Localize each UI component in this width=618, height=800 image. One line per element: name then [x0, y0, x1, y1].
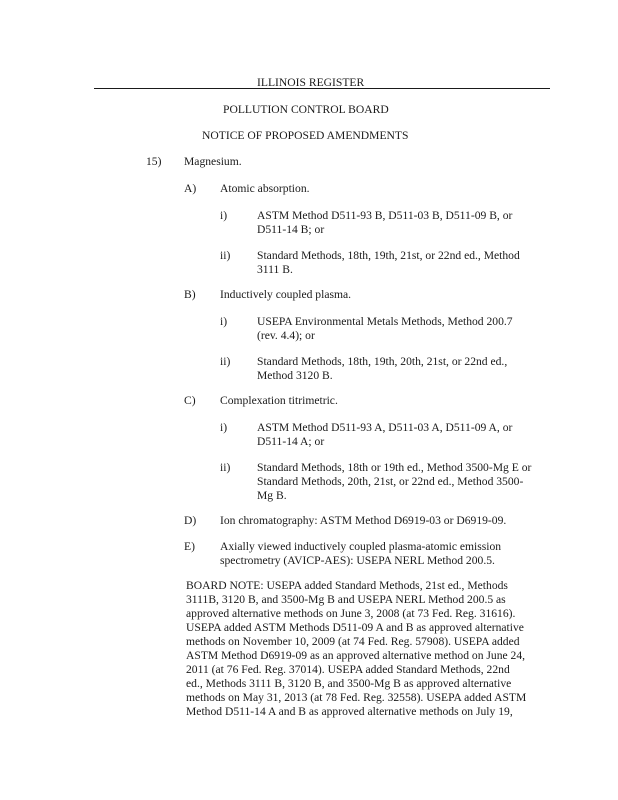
board-note-line: 2011 (at 76 Fed. Reg. 37014). USEPA added Standard Methods, 22nd: [186, 663, 510, 676]
section-c-i-num: i): [220, 421, 228, 434]
section-e-line1: Axially viewed inductively coupled plasma-atomic emission: [220, 540, 502, 553]
section-b-title: Inductively coupled plasma.: [220, 288, 352, 301]
section-d-line1: Ion chromatography: ASTM Method D6919-03 or D6919-09.: [220, 514, 507, 527]
section-d-letter: D): [184, 514, 197, 527]
section-c-i-line1: ASTM Method D511-93 A, D511-03 A, D511-09 A, or: [257, 421, 513, 434]
agency-title: POLLUTION CONTROL BOARD: [223, 103, 389, 116]
section-c-ii-line3: Mg B.: [257, 489, 287, 502]
section-b-i-num: i): [220, 315, 228, 328]
notice-title: NOTICE OF PROPOSED AMENDMENTS: [202, 129, 409, 142]
section-a-letter: A): [184, 182, 197, 195]
section-a-title: Atomic absorption.: [220, 182, 310, 195]
section-a-ii-line1: Standard Methods, 18th, 19th, 21st, or 22nd ed., Method: [257, 249, 520, 262]
section-a-ii-num: ii): [220, 249, 231, 262]
section-a-ii-line2: 3111 B.: [257, 263, 293, 276]
section-c-ii-num: ii): [220, 461, 231, 474]
board-note-line: methods on May 31, 2013 (at 78 Fed. Reg. 32558). USEPA added ASTM: [186, 691, 527, 704]
board-note-line: 3111B, 3120 B, and 3500-Mg B and USEPA NERL Method 200.5 as: [186, 593, 506, 606]
board-note-line: BOARD NOTE: USEPA added Standard Methods, 21st ed., Methods: [186, 579, 508, 592]
section-e-line2: spectrometry (AVICP-AES): USEPA NERL Method 200.5.: [220, 554, 495, 567]
board-note-line: methods on November 10, 2009 (at 74 Fed. Reg. 57908). USEPA added: [186, 635, 520, 648]
item-label: Magnesium.: [184, 155, 242, 168]
section-a-i-line2: D511-14 B; or: [257, 223, 325, 236]
board-note-line: approved alternative methods on June 3, 2008 (at 73 Fed. Reg. 31616).: [186, 607, 516, 620]
section-b-ii-line2: Method 3120 B.: [257, 369, 333, 382]
board-note-line: Method D511-14 A and B as approved alternative methods on July 19,: [186, 705, 513, 718]
section-c-title: Complexation titrimetric.: [220, 394, 338, 407]
section-c-i-line2: D511-14 A; or: [257, 435, 325, 448]
section-b-letter: B): [184, 288, 196, 301]
section-c-ii-line1: Standard Methods, 18th or 19th ed., Method 3500-Mg E or: [257, 461, 532, 474]
section-b-i-line2: (rev. 4.4); or: [257, 329, 315, 342]
board-note-line: ASTM Method D6919-09 as an approved alternative method on June 24,: [186, 649, 526, 662]
header-rule-left: [94, 88, 110, 89]
board-note-line: ed., Methods 3111 B, 3120 B, and 3500-Mg B as approved alternative: [186, 677, 512, 690]
section-b-i-line1: USEPA Environmental Metals Methods, Method 200.7: [257, 315, 513, 328]
register-title: ILLINOIS REGISTER: [257, 76, 365, 89]
section-c-letter: C): [184, 394, 196, 407]
section-c-ii-line2: Standard Methods, 20th, 21st, or 22nd ed., Method 3500-: [257, 475, 524, 488]
section-a-i-line1: ASTM Method D511-93 B, D511-03 B, D511-09 B, or: [257, 209, 513, 222]
section-b-ii-line1: Standard Methods, 18th, 19th, 20th, 21st, or 22nd ed.,: [257, 355, 508, 368]
board-note-line: USEPA added ASTM Methods D511-09 A and B as approved alternative: [186, 621, 524, 634]
section-e-letter: E): [184, 540, 195, 553]
section-a-i-num: i): [220, 209, 228, 222]
item-number: 15): [146, 155, 162, 168]
section-b-ii-num: ii): [220, 355, 231, 368]
